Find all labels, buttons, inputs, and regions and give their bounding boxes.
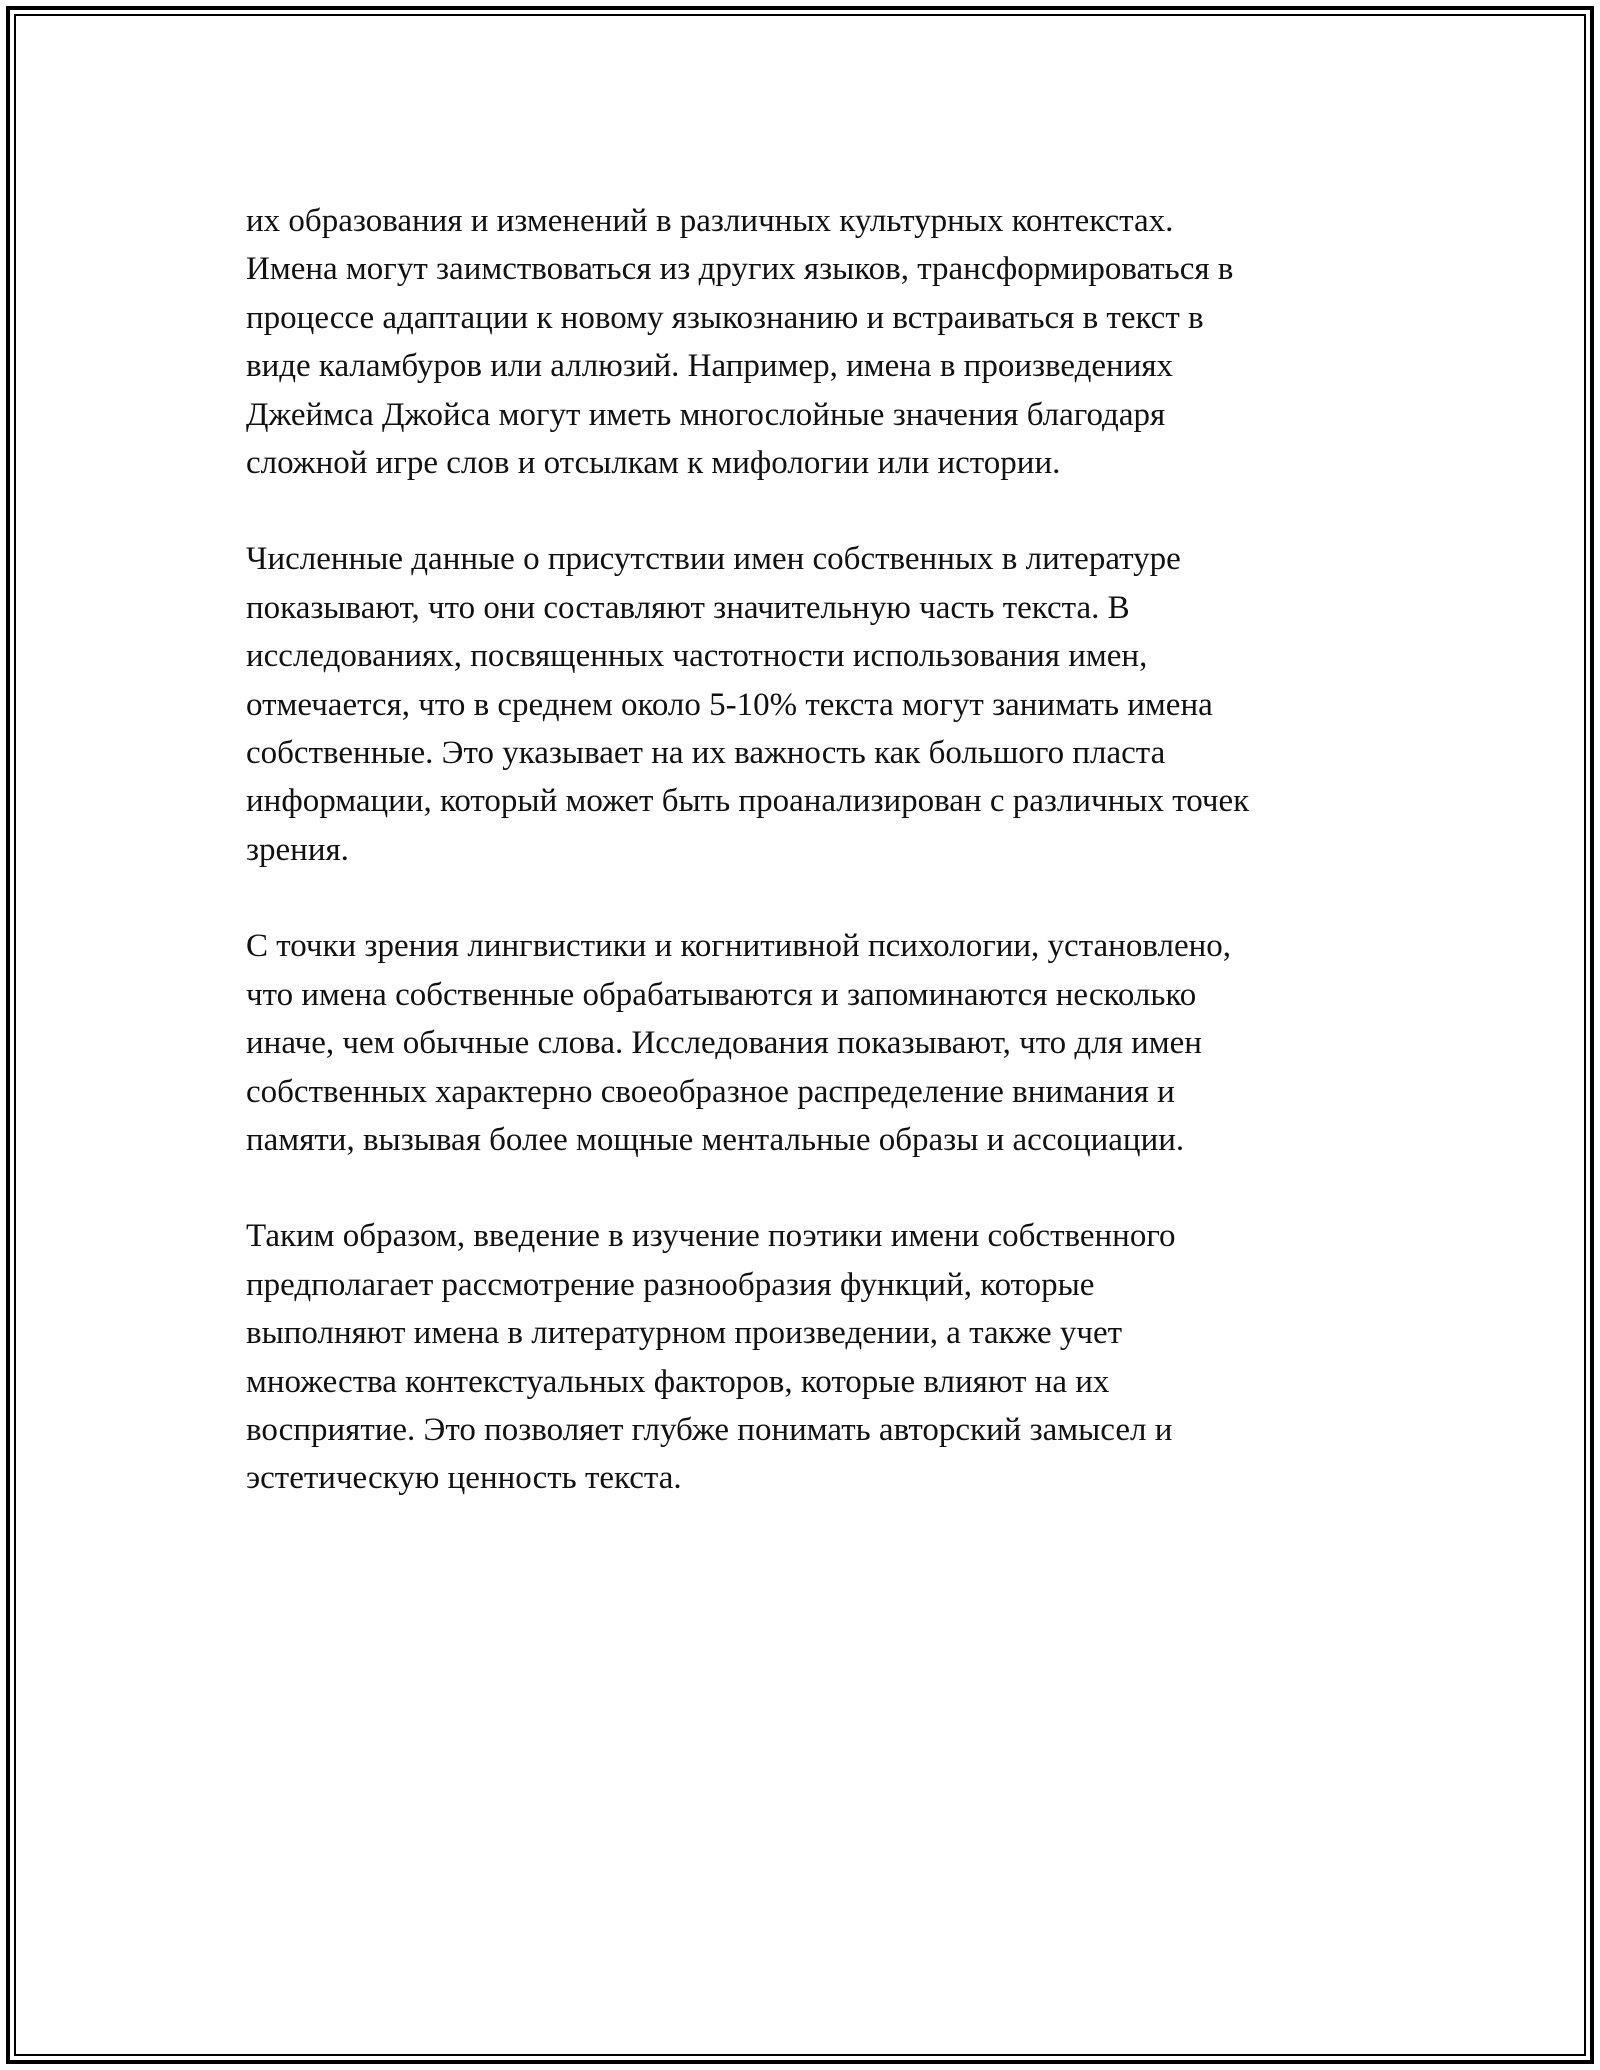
paragraph-1 xyxy=(246,197,1386,487)
document-body xyxy=(246,197,1386,1551)
text-line: Таким образом, введение в изучение поэтики имени собственного xyxy=(246,1218,1176,1255)
paragraph-3 xyxy=(246,922,1386,1164)
text-line: Имена могут заимствоваться из других языков, трансформироваться в xyxy=(246,251,1234,288)
text-line: процессе адаптации к новому языкознанию и встраиваться в текст в xyxy=(246,299,1204,336)
paragraph-2 xyxy=(246,535,1386,874)
text-line: показывают, что они составляют значительную часть текста. В xyxy=(246,589,1130,626)
text-line: их образования и изменений в различных культурных контекстах. xyxy=(246,203,1174,239)
text-line: сложной игре слов и отсылкам к мифологии или истории. xyxy=(246,445,1061,482)
text-line: что имена собственные обрабатываются и запоминаются несколько xyxy=(246,976,1197,1013)
text-line: зрения. xyxy=(246,831,349,868)
text-line: эстетическую ценность текста. xyxy=(246,1460,682,1497)
text-line: отмечается, что в среднем около 5-10% текста могут занимать имена xyxy=(246,686,1213,723)
text-line: Джеймса Джойса могут иметь многослойные значения благодаря xyxy=(246,396,1166,433)
text-line: С точки зрения лингвистики и когнитивной психологии, установлено, xyxy=(246,928,1232,965)
text-line: исследованиях, посвященных частотности использования имен, xyxy=(246,638,1148,675)
text-line: восприятие. Это позволяет глубже понимать авторский замысел и xyxy=(246,1411,1173,1448)
text-line: информации, который может быть проанализирован с различных точек xyxy=(246,783,1250,820)
text-line: Численные данные о присутствии имен собственных в литературе xyxy=(246,541,1181,578)
paragraph-4 xyxy=(246,1212,1386,1502)
text-line: выполняют имена в литературном произведении, а также учет xyxy=(246,1315,1123,1352)
text-line: множества контекстуальных факторов, которые влияют на их xyxy=(246,1363,1110,1400)
text-line: предполагает рассмотрение разнообразия функций, которые xyxy=(246,1266,1095,1303)
text-line: собственных характерно своеобразное распределение внимания и xyxy=(246,1073,1175,1110)
page-frame xyxy=(6,6,1594,2064)
text-line: виде каламбуров или аллюзий. Например, имена в произведениях xyxy=(246,348,1174,385)
text-line: иначе, чем обычные слова. Исследования показывают, что для имен xyxy=(246,1025,1202,1062)
text-line: памяти, вызывая более мощные ментальные образы и ассоциации. xyxy=(246,1121,1185,1158)
text-line: собственные. Это указывает на их важность как большого пласта xyxy=(246,735,1166,772)
